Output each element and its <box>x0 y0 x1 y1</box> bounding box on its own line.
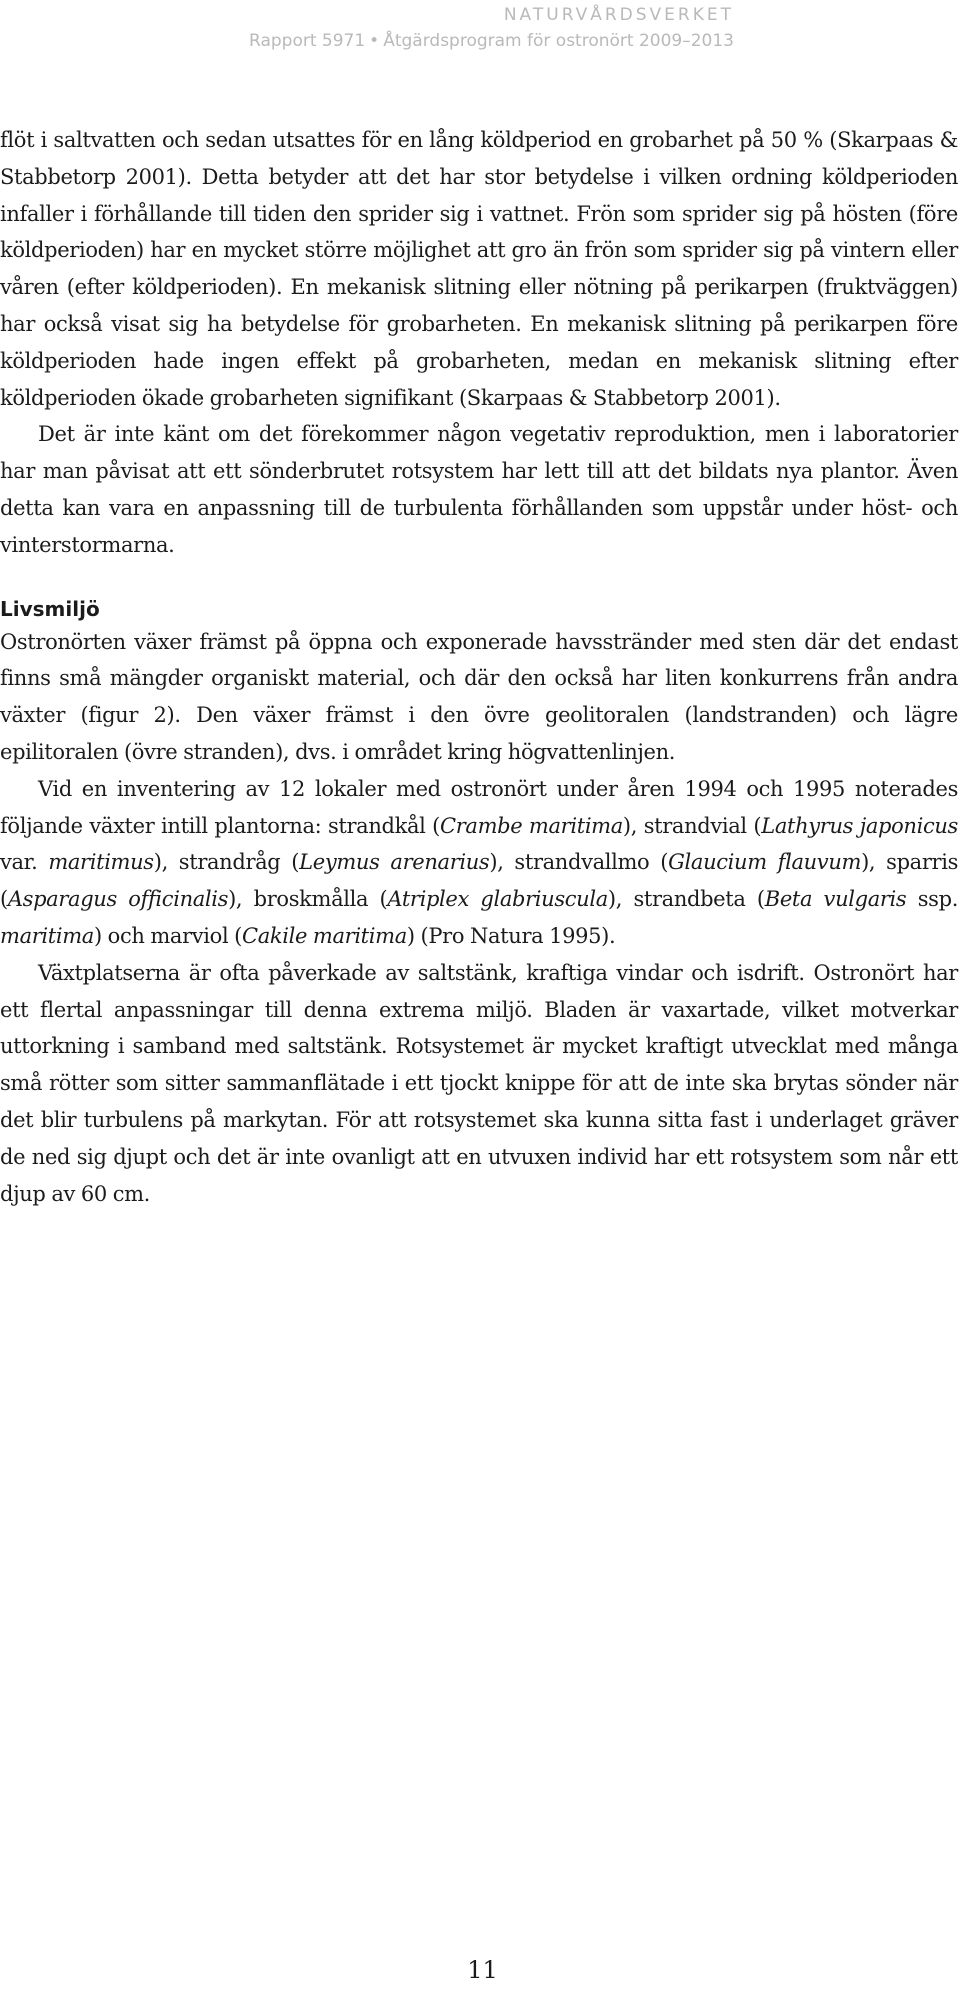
page-body <box>0 122 958 1212</box>
species-name: Crambe maritima <box>440 813 623 838</box>
species-name: Beta vulgaris <box>764 887 907 912</box>
species-name: maritimus <box>48 850 154 875</box>
paragraph-habitat: Ostronörten växer främst på öppna och exponerade havsstränder med sten där det endast finns små mängder organiskt material, och där den också har liten konkurrens från andra växter (figur 2). Den växer främst i den övre geolitoralen (landstranden) och lägre epilitoralen (övre stranden), dvs. i området kring högvattenlinjen. <box>0 629 958 764</box>
paragraph-vegetative-reproduction: Det är inte känt om det förekommer någon vegetativ reproduktion, men i laboratorier har man påvisat att ett sönderbrutet rotsystem har lett till att det bildats nya plantor. Även detta kan vara en anpassning till de turbulenta förhållanden som uppstår under höst- och vinterstormarna. <box>0 422 958 557</box>
report-number: Rapport 5971 <box>249 31 366 51</box>
paragraph-seed-germination: flöt i saltvatten och sedan utsattes för en lång köldperiod en grobarhet på 50 % (Skarpaas & Stabbetorp 2001). Detta betyder att det har stor betydelse i vilken ordning köldperioden infaller i förhållande till tiden den sprider sig i vattnet. Frön som sprider sig på hösten (före köldperioden) har en mycket större möjlighet att gro än frön som sprider sig på vintern eller våren (efter köldperioden). En mekanisk slitning eller nötning på perikarpen (fruktväggen) har också visat sig ha betydelse för grobarheten. En mekanisk slitning på perikarpen före köldperioden hade ingen effekt på grobarheten, medan en mekanisk slitning efter köldperioden ökade grobarheten signifikant (Skarpaas & Stabbetorp 2001). <box>0 128 958 410</box>
paragraph-adaptations: Växtplatserna är ofta påverkade av saltstänk, kraftiga vindar och isdrift. Ostronört har ett flertal anpassningar till denna extrema miljö. Bladen är vaxartade, vilket motverkar uttorkning i samband med saltstänk. Rotsystemet är mycket kraftigt utvecklat med många små rötter som sitter sammanflätade i ett tjockt knippe för att de inte ska brytas sönder när det blir turbulens på markytan. För att rotsystemet ska kunna sitta fast i underlaget gräver de ned sig djupt och det är inte ovanligt att en utvuxen individ har ett rotsystem som når ett djup av 60 cm. <box>0 960 958 1206</box>
running-header <box>249 4 734 52</box>
species-name: maritima <box>0 923 94 948</box>
paragraph-associated-species: Vid en inventering av 12 lokaler med ostronört under åren 1994 och 1995 noterades följande växter intill plantorna: strandkål (Crambe maritima), strandvial (Lathyrus japonicus var. maritimus), strandråg (Leymus arenarius), strandvallmo (Glaucium flauvum), sparris (Asparagus officinalis), broskmålla (Atriplex glabriuscula), strandbeta (Beta vulgaris ssp. maritima) och marviol (Cakile maritima) (Pro Natura 1995). <box>0 776 959 948</box>
species-name: Leymus arenarius <box>299 850 490 875</box>
species-name: Cakile maritima <box>242 923 407 948</box>
species-name: Glaucium flauvum <box>668 850 862 875</box>
species-name: Atriplex glabriuscula <box>387 887 608 912</box>
page-number: 11 <box>467 1956 498 1984</box>
section-heading-livsmiljo: Livsmiljö <box>0 596 100 621</box>
species-name: Lathyrus japonicus <box>761 813 958 838</box>
report-line <box>249 30 734 52</box>
publisher-name: NATURVÅRDSVERKET <box>503 5 734 25</box>
species-name: Asparagus officinalis <box>7 887 229 912</box>
bullet-separator: • <box>369 31 380 51</box>
report-title: Åtgärdsprogram för ostronört 2009–2013 <box>383 31 734 51</box>
